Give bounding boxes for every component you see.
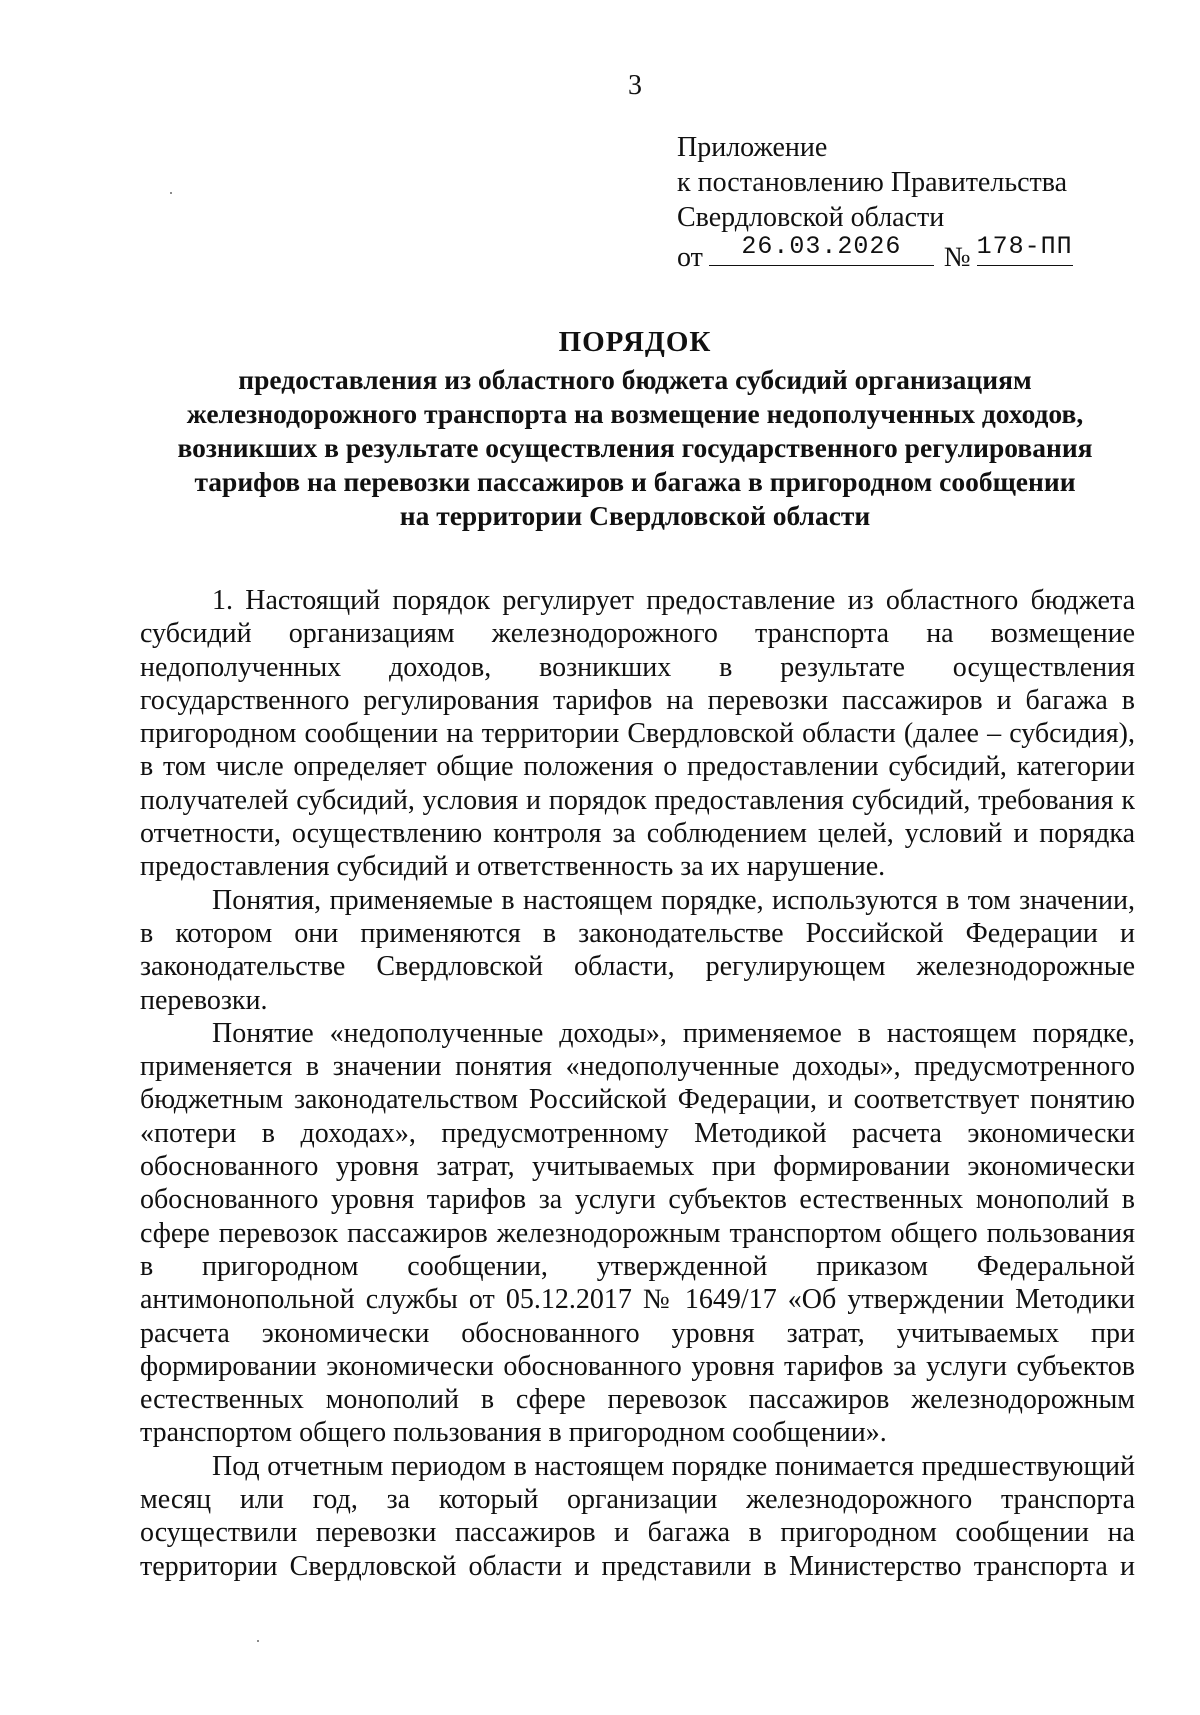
number-sign: № bbox=[943, 242, 971, 273]
scan-speck bbox=[170, 192, 172, 194]
paragraph: Понятия, применяемые в настоящем порядке, используются в том значении, в котором они применяются в законодательстве Российской Федерации и законодательстве Свердловской области, регулирующем железнодорожные перевозки. bbox=[140, 884, 1135, 1016]
page-number: 3 bbox=[628, 70, 642, 101]
scan-speck bbox=[257, 1640, 259, 1642]
appendix-line: Приложение bbox=[677, 132, 828, 163]
appendix-line: Свердловской области bbox=[677, 202, 945, 233]
title-line: предоставления из областного бюджета субсидий организациям bbox=[238, 364, 1032, 395]
date-field bbox=[709, 232, 934, 266]
number-value: 178-ПП bbox=[976, 232, 1073, 261]
document-body bbox=[140, 584, 1135, 1583]
paragraph: Под отчетным периодом в настоящем порядке понимается предшествующий месяц или год, за который организации железнодорожного транспорта осуществили перевозки пассажиров и багажа в пригородном сообщении на территории Свердловской области и представили в Министерство транспорта и bbox=[140, 1450, 1135, 1582]
document-title bbox=[130, 326, 1140, 533]
paragraph: 1. Настоящий порядок регулирует предоставление из областного бюджета субсидий организациям железнодорожного транспорта на возмещение недополученных доходов, возникших в результате осуществления государственного регулирования тарифов на перевозки пассажиров и багажа в пригородном сообщении на территории Свердловской области (далее – субсидия), в том числе определяет общие положения о предоставлении субсидий, категории получателей субсидий, условия и порядок предоставления субсидий, требования к отчетности, осуществлению контроля за соблюдением целей, условий и порядка предоставления субсидий и ответственность за их нарушение. bbox=[140, 585, 1135, 883]
number-field bbox=[976, 232, 1073, 266]
date-prefix: от bbox=[677, 242, 703, 273]
title-line: тарифов на перевозки пассажиров и багажа в пригородном сообщении bbox=[194, 466, 1076, 497]
title-main: ПОРЯДОК bbox=[558, 326, 712, 358]
appendix-block bbox=[677, 130, 1073, 271]
title-line: железнодорожного транспорта на возмещение недополученных доходов, bbox=[186, 398, 1084, 429]
title-line: возникших в результате осуществления государственного регулирования bbox=[177, 432, 1093, 463]
date-value: 26.03.2026 bbox=[741, 232, 902, 261]
appendix-date-number-row bbox=[677, 232, 1073, 273]
title-line: на территории Свердловской области bbox=[399, 500, 871, 531]
appendix-line: к постановлению Правительства bbox=[677, 167, 1068, 198]
paragraph: Понятие «недополученные доходы», применяемое в настоящем порядке, применяется в значении понятия «недополученные доходы», предусмотренного бюджетным законодательством Российской Федерации, и соответствует понятию «потери в доходах», предусмотренному Методикой расчета экономически обоснованного уровня затрат, учитываемых при формировании экономически обоснованного уровня тарифов за услуги субъектов естественных монополий в сфере перевозок пассажиров железнодорожным транспортом общего пользования в пригородном сообщении, утвержденной приказом Федеральной антимонопольной службы от 05.12.2017 № 1649/17 «Об утверждении Методики расчета экономически обоснованного уровня затрат, учитываемых при формировании экономически обоснованного уровня тарифов за услуги субъектов естественных монополий в сфере перевозок пассажиров железнодорожным транспортом общего пользования в пригородном сообщении». bbox=[140, 1017, 1135, 1449]
